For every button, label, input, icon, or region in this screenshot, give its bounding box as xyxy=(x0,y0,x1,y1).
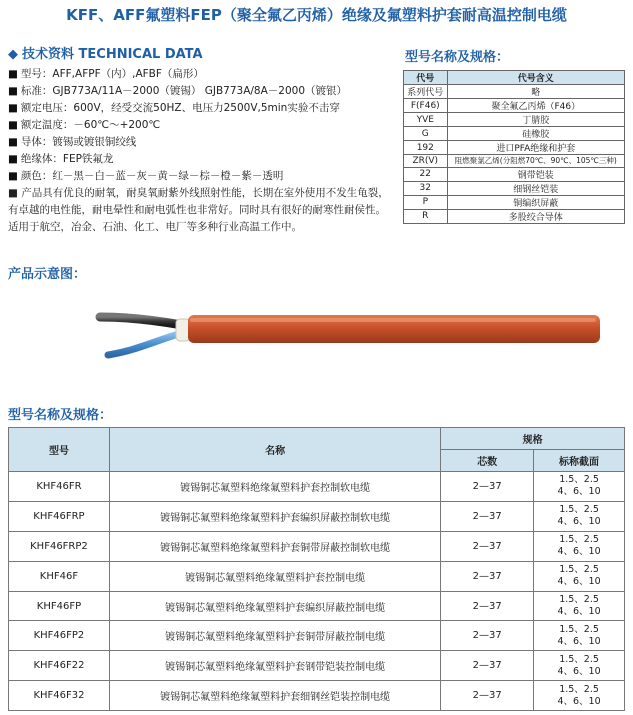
table-row xyxy=(404,113,625,127)
code-cell: R xyxy=(404,209,448,223)
table-row xyxy=(9,591,625,621)
code-cell: 22 xyxy=(404,167,448,181)
cores-cell: 2—37 xyxy=(441,561,534,591)
table-row xyxy=(9,681,625,711)
code-cell: 192 xyxy=(404,141,448,155)
model-cell: KHF46FP2 xyxy=(9,621,110,651)
spec-text: 导体：镀锡或镀银铜绞线 xyxy=(20,136,137,148)
meaning-cell: 细钢丝铠装 xyxy=(447,181,624,195)
spec-item xyxy=(8,134,393,151)
code-table xyxy=(403,70,625,224)
size-line: 4、6、10 xyxy=(557,606,601,617)
square-bullet-icon: ■ xyxy=(8,153,18,165)
size-cell xyxy=(534,621,625,651)
size-line: 4、6、10 xyxy=(557,665,601,677)
meaning-cell: 硅橡胶 xyxy=(447,127,624,141)
name-header: 名称 xyxy=(109,428,440,472)
spec-text: 型号：AFF,AFPF（内）,AFBF（扁形） xyxy=(20,68,204,80)
model-cell: KHF46FR xyxy=(9,472,110,502)
size-line: 1.5、2.5 xyxy=(559,594,599,605)
name-cell: 镀锡铜芯氟塑料绝缘氟塑料护套细钢丝铠装控制电缆 xyxy=(109,681,440,711)
model-cell: KHF46F22 xyxy=(9,651,110,681)
cores-cell: 2—37 xyxy=(441,501,534,531)
size-line: 4、6、10 xyxy=(557,486,601,498)
table-row xyxy=(9,531,625,561)
spec-text: 绝缘体：FEP铁氟龙 xyxy=(20,153,114,165)
meaning-cell: 铜编织屏蔽 xyxy=(447,195,624,209)
table-row xyxy=(404,195,625,209)
table-row xyxy=(404,181,625,195)
spec-item xyxy=(8,117,393,134)
model-header: 型号 xyxy=(9,428,110,472)
model-cell: KHF46FRP2 xyxy=(9,531,110,561)
meaning-header: 代号含义 xyxy=(447,71,624,85)
shield-braid xyxy=(176,319,190,341)
page-title: KFF、AFF氟塑料FEP（聚全氟乙丙烯）绝缘及氟塑料护套耐高温控制电缆 xyxy=(66,6,567,24)
square-bullet-icon: ■ xyxy=(8,170,18,182)
square-bullet-icon: ■ xyxy=(8,119,18,131)
size-cell xyxy=(534,501,625,531)
spec-item xyxy=(8,83,393,100)
model-cell: KHF46FRP xyxy=(9,501,110,531)
meaning-cell: 多股绞合导体 xyxy=(447,209,624,223)
table-row xyxy=(404,167,625,181)
name-cell: 镀锡铜芯氟塑料绝缘氟塑料护套控制电缆 xyxy=(109,561,440,591)
models-header-row-1 xyxy=(9,428,625,450)
cable-illustration xyxy=(90,295,610,375)
meaning-cell: 钢带铠装 xyxy=(447,167,624,181)
spec-text: 颜色：红－黑－白－蓝－灰－黄－绿－棕－橙－紫－透明 xyxy=(20,170,284,182)
table-row xyxy=(404,141,625,155)
model-cell: KHF46FP xyxy=(9,591,110,621)
cores-header: 芯数 xyxy=(441,450,534,472)
square-bullet-icon: ■ xyxy=(8,102,18,114)
meaning-cell: 聚全氟乙丙烯（F46） xyxy=(447,99,624,113)
table-row xyxy=(9,621,625,651)
size-cell xyxy=(534,651,625,681)
size-cell xyxy=(534,472,625,502)
cores-cell: 2—37 xyxy=(441,472,534,502)
meaning-cell: 丁腈胶 xyxy=(447,113,624,127)
diamond-bullet-icon: ◆ xyxy=(8,47,18,62)
blue-core xyxy=(108,333,182,355)
size-line: 1.5、2.5 xyxy=(559,683,599,695)
size-cell xyxy=(534,591,625,621)
meaning-cell: 阻燃聚氯乙烯(分阻燃70℃、90℃、105℃三种) xyxy=(447,155,624,168)
spec-item xyxy=(8,168,393,185)
size-line: 4、6、10 xyxy=(557,635,601,647)
meaning-cell: 进口PFA绝缘和护套 xyxy=(447,141,624,155)
size-cell xyxy=(534,681,625,711)
spec-header: 规格 xyxy=(441,428,625,450)
table-row xyxy=(404,99,625,113)
name-cell: 镀锡铜芯氟塑料绝缘氟塑料护套控制软电缆 xyxy=(109,472,440,502)
name-cell: 镀锡铜芯氟塑料绝缘氟塑料护套铜带屏蔽控制电缆 xyxy=(109,621,440,651)
models-table-heading: 型号名称及规格： xyxy=(8,408,113,423)
code-header: 代号 xyxy=(404,71,448,85)
size-line: 1.5、2.5 xyxy=(559,474,599,486)
cores-cell: 2—37 xyxy=(441,591,534,621)
size-line: 4、6、10 xyxy=(557,546,601,558)
spec-item xyxy=(8,151,393,168)
technical-data-heading-text: 技术资料 TECHNICAL DATA xyxy=(22,47,203,62)
spec-item xyxy=(8,66,393,83)
product-description: ■ 产品具有优良的耐氧，耐臭氧耐紫外线照射性能，长期在室外使用不发生龟裂，有卓越的电性能，耐电晕性和耐电弧性也非常好。同时具有很好的耐寒性耐侯性。适用于航空，冶金、石油、化工、电厂等多种行业高温工作中。 xyxy=(8,187,389,233)
model-cell: KHF46F xyxy=(9,561,110,591)
size-cell xyxy=(534,531,625,561)
diagram-heading: 产品示意图： xyxy=(8,267,87,282)
size-header: 标称截面 xyxy=(534,450,625,472)
cores-cell: 2—37 xyxy=(441,651,534,681)
code-cell: 32 xyxy=(404,181,448,195)
size-line: 1.5、2.5 xyxy=(559,623,599,635)
spec-text: 额定电压：600V，经受交流50HZ、电压力2500V,5min实验不击穿 xyxy=(20,102,340,114)
code-cell: 系列代号 xyxy=(404,85,448,99)
size-line: 1.5、2.5 xyxy=(559,504,599,516)
cores-cell: 2—37 xyxy=(441,531,534,561)
square-bullet-icon: ■ xyxy=(8,136,18,148)
spec-text: 标准：GJB773A/11A－2000（镀锡） GJB773A/8A－2000（镀银） xyxy=(20,85,348,97)
meaning-cell: 略 xyxy=(447,85,624,99)
name-cell: 镀锡铜芯氟塑料绝缘氟塑料护套铜带屏蔽控制软电缆 xyxy=(109,531,440,561)
cores-cell: 2—37 xyxy=(441,621,534,651)
code-cell: ZR(V) xyxy=(404,155,448,168)
model-cell: KHF46F32 xyxy=(9,681,110,711)
size-line: 1.5、2.5 xyxy=(559,653,599,665)
table-row xyxy=(404,85,625,99)
size-line: 4、6、10 xyxy=(557,576,601,588)
table-row xyxy=(404,155,625,168)
square-bullet-icon: ■ xyxy=(8,85,18,97)
cores-cell: 2—37 xyxy=(441,681,534,711)
table-row xyxy=(9,651,625,681)
technical-data-heading xyxy=(8,43,203,62)
code-cell: F(F46) xyxy=(404,99,448,113)
code-table-heading: 型号名称及规格： xyxy=(405,50,510,65)
spec-text: 额定温度：－60℃～+200℃ xyxy=(20,119,161,131)
name-cell: 镀锡铜芯氟塑料绝缘氟塑料护套钢带铠装控制电缆 xyxy=(109,651,440,681)
spec-item xyxy=(8,100,393,117)
table-row xyxy=(9,472,625,502)
table-row xyxy=(9,561,625,591)
name-cell: 镀锡铜芯氟塑料绝缘氟塑料护套编织屏蔽控制电缆 xyxy=(109,591,440,621)
technical-data-list xyxy=(8,66,393,236)
table-row xyxy=(404,127,625,141)
square-bullet-icon: ■ xyxy=(8,68,18,80)
code-table-header-row xyxy=(404,71,625,85)
size-line: 1.5、2.5 xyxy=(559,534,599,546)
black-core xyxy=(100,317,182,325)
size-line: 1.5、2.5 xyxy=(559,564,599,576)
code-cell: YVE xyxy=(404,113,448,127)
code-cell: G xyxy=(404,127,448,141)
size-line: 4、6、10 xyxy=(557,516,601,528)
table-row xyxy=(404,209,625,223)
models-table xyxy=(8,427,625,711)
size-line: 4、6、10 xyxy=(557,695,601,707)
size-cell xyxy=(534,561,625,591)
table-row xyxy=(9,501,625,531)
name-cell: 镀锡铜芯氟塑料绝缘氟塑料护套编织屏蔽控制软电缆 xyxy=(109,501,440,531)
code-cell: P xyxy=(404,195,448,209)
